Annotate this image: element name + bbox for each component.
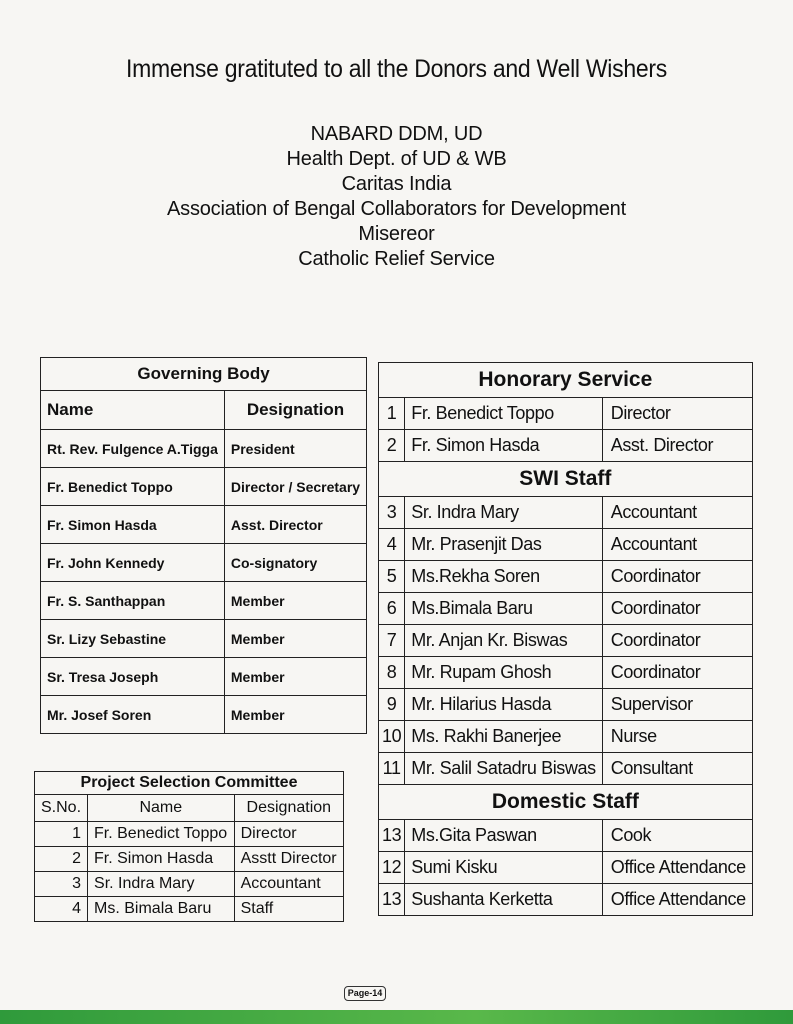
page-heading: Immense gratituted to all the Donors and Well Wishers <box>125 55 668 83</box>
staff-designation: Asst. Director <box>602 430 752 462</box>
staff-designation: Office Attendance <box>602 852 752 884</box>
serial-number: 2 <box>35 847 88 872</box>
column-header-designation: Designation <box>224 391 366 430</box>
serial-number: 1 <box>35 822 88 847</box>
serial-number: 3 <box>35 872 88 897</box>
table-row <box>35 822 344 847</box>
row-number: 10 <box>379 721 405 753</box>
donor-item: Health Dept. of UD & WB <box>286 148 507 170</box>
row-number: 12 <box>379 852 405 884</box>
table-row <box>35 897 344 922</box>
staff-name: Ms.Bimala Baru <box>405 593 602 625</box>
table-row <box>379 820 753 852</box>
table-row <box>35 872 344 897</box>
member-designation: Member <box>224 620 366 658</box>
table-row <box>379 884 753 916</box>
table-row <box>379 398 753 430</box>
staff-designation: Office Attendance <box>602 884 752 916</box>
row-number: 2 <box>379 430 405 462</box>
donor-list <box>0 122 793 272</box>
member-name: Fr. Simon Hasda <box>41 506 225 544</box>
member-designation: Asst. Director <box>224 506 366 544</box>
section-title-domestic-staff: Domestic Staff <box>379 785 753 820</box>
row-number: 13 <box>379 820 405 852</box>
staff-designation: Cook <box>602 820 752 852</box>
table-title: Governing Body <box>41 358 367 391</box>
donor-item: NABARD DDM, UD <box>310 123 483 145</box>
table-row <box>379 529 753 561</box>
staff-designation: Nurse <box>602 721 752 753</box>
member-name: Sr. Indra Mary <box>88 872 235 897</box>
member-name: Fr. S. Santhappan <box>41 582 225 620</box>
donor-item: Misereor <box>358 223 435 245</box>
member-name: Fr. Simon Hasda <box>88 847 235 872</box>
table-row <box>379 430 753 462</box>
table-row <box>379 721 753 753</box>
staff-designation: Consultant <box>602 753 752 785</box>
row-number: 5 <box>379 561 405 593</box>
table-row <box>41 658 367 696</box>
row-number: 8 <box>379 657 405 689</box>
member-designation: Director <box>234 822 343 847</box>
table-row <box>41 506 367 544</box>
section-title-honorary: Honorary Service <box>379 363 753 398</box>
row-number: 4 <box>379 529 405 561</box>
table-title: Project Selection Committee <box>35 772 344 795</box>
staff-designation: Accountant <box>602 529 752 561</box>
staff-name: Mr. Prasenjit Das <box>405 529 602 561</box>
staff-name: Sumi Kisku <box>405 852 602 884</box>
staff-designation: Coordinator <box>602 625 752 657</box>
member-designation: Member <box>224 696 366 734</box>
member-name: Rt. Rev. Fulgence A.Tigga <box>41 430 225 468</box>
staff-designation: Accountant <box>602 497 752 529</box>
member-name: Ms. Bimala Baru <box>88 897 235 922</box>
row-number: 7 <box>379 625 405 657</box>
member-name: Fr. John Kennedy <box>41 544 225 582</box>
footer-band <box>0 1010 793 1024</box>
staff-name: Ms.Gita Paswan <box>405 820 602 852</box>
row-number: 13 <box>379 884 405 916</box>
column-header-sno: S.No. <box>35 795 88 822</box>
staff-designation: Coordinator <box>602 593 752 625</box>
member-name: Mr. Josef Soren <box>41 696 225 734</box>
serial-number: 4 <box>35 897 88 922</box>
table-row <box>35 847 344 872</box>
table-row <box>379 657 753 689</box>
donor-item: Association of Bengal Collaborators for Development <box>167 198 626 220</box>
governing-body-table <box>40 357 367 734</box>
member-designation: Asstt Director <box>234 847 343 872</box>
member-designation: Co-signatory <box>224 544 366 582</box>
row-number: 9 <box>379 689 405 721</box>
table-row <box>379 593 753 625</box>
row-number: 6 <box>379 593 405 625</box>
staff-designation: Coordinator <box>602 657 752 689</box>
member-name: Fr. Benedict Toppo <box>88 822 235 847</box>
donor-item: Catholic Relief Service <box>298 248 495 270</box>
staff-name: Sushanta Kerketta <box>405 884 602 916</box>
member-designation: President <box>224 430 366 468</box>
table-row <box>41 620 367 658</box>
table-row <box>41 430 367 468</box>
table-row <box>41 696 367 734</box>
row-number: 1 <box>379 398 405 430</box>
table-row <box>379 852 753 884</box>
section-title-swi-staff: SWI Staff <box>379 462 753 497</box>
table-row <box>41 582 367 620</box>
staff-name: Mr. Rupam Ghosh <box>405 657 602 689</box>
member-designation: Member <box>224 658 366 696</box>
staff-name: Fr. Benedict Toppo <box>405 398 602 430</box>
staff-name: Mr. Anjan Kr. Biswas <box>405 625 602 657</box>
staff-designation: Director <box>602 398 752 430</box>
staff-name: Mr. Hilarius Hasda <box>405 689 602 721</box>
member-designation: Member <box>224 582 366 620</box>
row-number: 3 <box>379 497 405 529</box>
staff-name: Mr. Salil Satadru Biswas <box>405 753 602 785</box>
donor-item: Caritas India <box>341 173 452 195</box>
staff-name: Sr. Indra Mary <box>405 497 602 529</box>
table-row <box>379 625 753 657</box>
member-name: Fr. Benedict Toppo <box>41 468 225 506</box>
staff-name: Ms.Rekha Soren <box>405 561 602 593</box>
column-header-name: Name <box>88 795 235 822</box>
table-row <box>41 468 367 506</box>
staff-name: Ms. Rakhi Banerjee <box>405 721 602 753</box>
project-selection-committee-table <box>34 771 344 922</box>
staff-table <box>378 362 753 916</box>
table-row <box>379 753 753 785</box>
column-header-designation: Designation <box>234 795 343 822</box>
staff-designation: Coordinator <box>602 561 752 593</box>
table-row <box>41 544 367 582</box>
staff-designation: Supervisor <box>602 689 752 721</box>
member-designation: Director / Secretary <box>224 468 366 506</box>
row-number: 11 <box>379 753 405 785</box>
member-name: Sr. Tresa Joseph <box>41 658 225 696</box>
staff-name: Fr. Simon Hasda <box>405 430 602 462</box>
table-row <box>379 497 753 529</box>
table-row <box>379 689 753 721</box>
column-header-name: Name <box>41 391 225 430</box>
member-designation: Staff <box>234 897 343 922</box>
member-name: Sr. Lizy Sebastine <box>41 620 225 658</box>
member-designation: Accountant <box>234 872 343 897</box>
table-row <box>379 561 753 593</box>
page-number: Page-14 <box>344 986 386 1001</box>
